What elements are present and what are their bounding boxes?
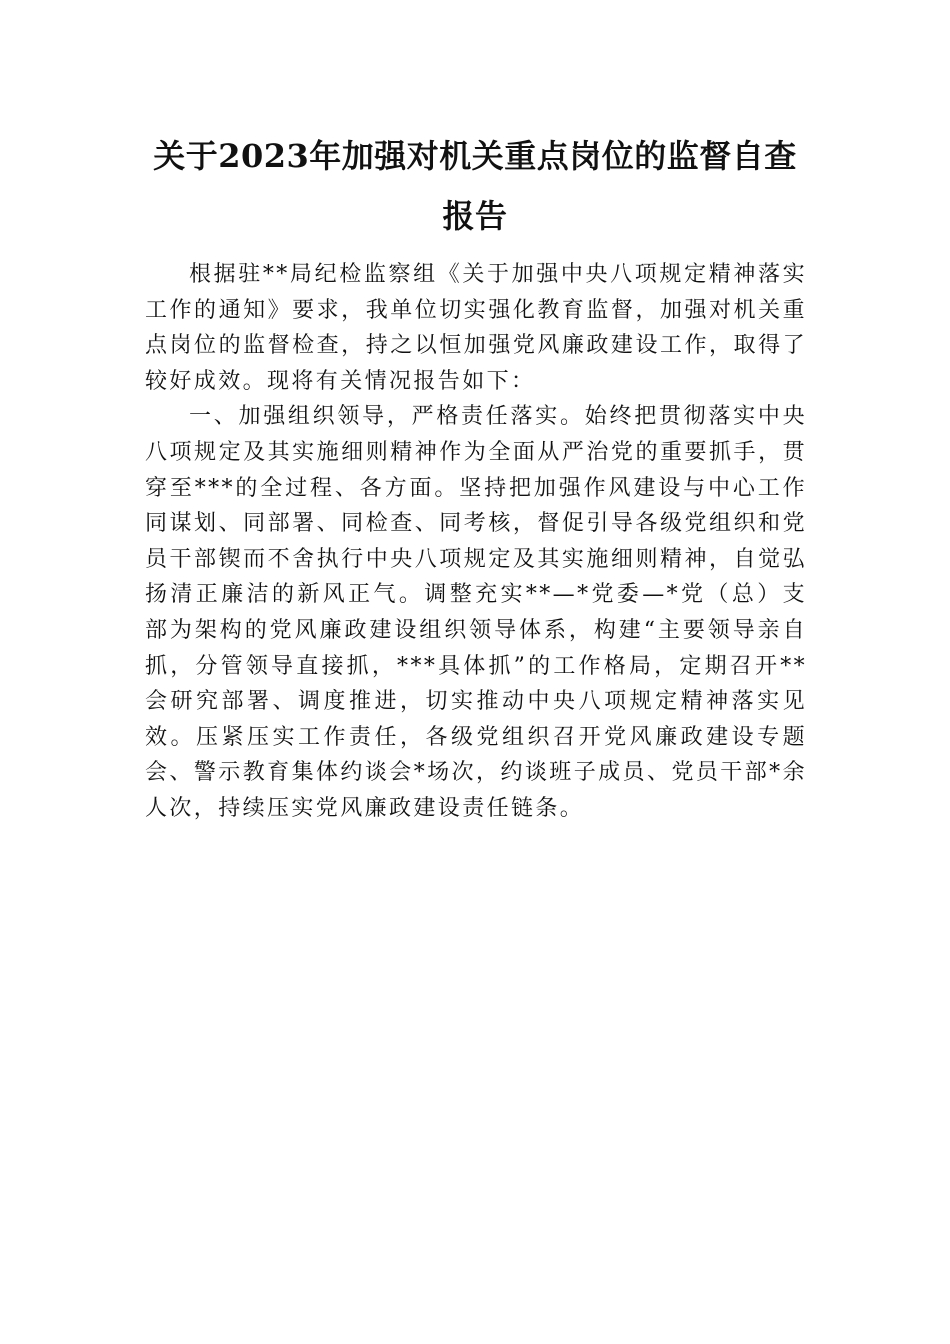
paragraph-section-one: 一、加强组织领导，严格责任落实。始终把贯彻落实中央八项规定及其实施细则精神作为全面从严治党的重要抓手，贯穿至***的全过程、各方面。坚持把加强作风建设与中心工作同谋划、同部署、同检查、同考核，督促引导各级党组织和党员干部锲而不舍执行中央八项规定及其实施细则精神，自觉弘扬清正廉洁的新风正气。调整充实**—*党委—*党（总）支部为架构的党风廉政建设组织领导体系，构建“主要领导亲自抓，分管领导直接抓，***具体抓”的工作格局，定期召开**会研究部署、调度推进，切实推动中央八项规定精神落实见效。压紧压实工作责任，各级党组织召开党风廉政建设专题会、警示教育集体约谈会*场次，约谈班子成员、党员干部*余人次，持续压实党风廉政建设责任链条。 bbox=[145, 404, 807, 821]
paragraph-intro: 根据驻**局纪检监察组《关于加强中央八项规定精神落实工作的通知》要求，我单位切实强化教育监督，加强对机关重点岗位的监督检查，持之以恒加强党风廉政建设工作，取得了较好成效。现将有关情况报告如下： bbox=[145, 262, 807, 394]
document-body bbox=[145, 257, 807, 827]
document-title: 关于2023年加强对机关重点岗位的监督自查报告 bbox=[153, 137, 797, 235]
